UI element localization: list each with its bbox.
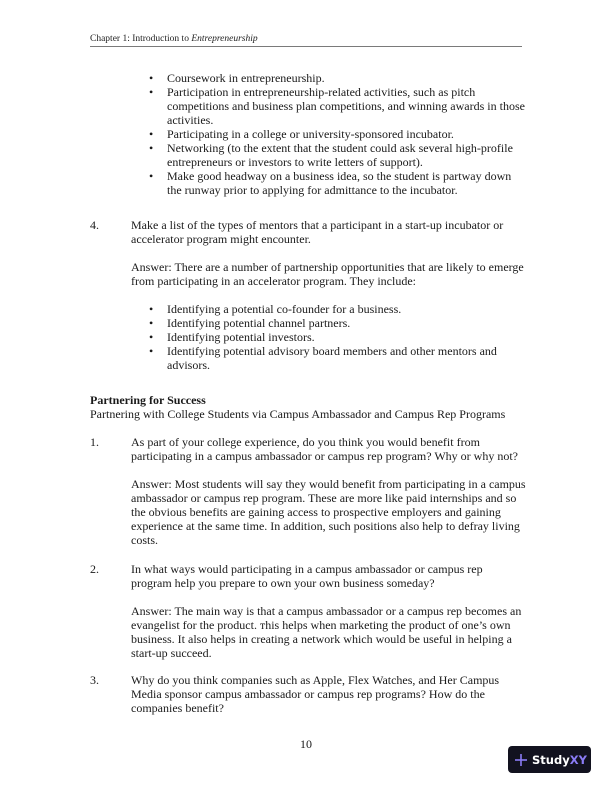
header-book-title: Entrepreneurship	[191, 34, 258, 44]
bullet-icon: •	[149, 71, 154, 85]
bullet-icon: •	[149, 85, 154, 99]
question-number: 2.	[90, 562, 99, 576]
question-3	[0, 673, 612, 715]
list-item: • Participation in entrepreneurship-related activities, such as pitch competitions and business plan competitions, and winning awards in those activities.	[149, 85, 525, 127]
section-title: Partnering for Success	[90, 393, 206, 407]
list-item: • Make good headway on a business idea, so the student is partway down the runway prior to applying for admittance to the incubator.	[149, 169, 512, 197]
question-number: 3.	[90, 673, 99, 687]
list-item: • Identifying potential channel partners.	[149, 316, 351, 330]
bullet-icon: •	[149, 302, 154, 316]
question-item	[0, 435, 612, 463]
running-header	[90, 34, 522, 47]
top-bullet-list-block	[0, 71, 612, 197]
answer-text: Answer: Most students will say they would benefit from participating in a campus ambassador or campus rep program. These are more like paid internships and so the obvious benefits are gaining access to prospective employers and gaining experience at the same time. In addition, such positions also help to defray living costs.	[131, 477, 526, 547]
studyxy-badge[interactable]	[508, 746, 591, 773]
question-1	[0, 435, 612, 547]
question-text: Why do you think companies such as Apple, Flex Watches, and Her Campus Media sponsor campus ambassador or campus rep programs? How do the companies benefit?	[131, 673, 500, 715]
question-4	[0, 218, 612, 372]
page-number: 10	[300, 737, 312, 751]
question-number: 4.	[90, 218, 99, 232]
question-text: In what ways would participating in a campus ambassador or campus rep program help you prepare to own your own business someday?	[131, 562, 483, 590]
bullet-icon: •	[149, 169, 154, 183]
bullet-icon: •	[149, 330, 154, 344]
list-item: • Participating in a college or university-sponsored incubator.	[149, 127, 454, 141]
section-partnering	[0, 393, 612, 421]
section-subtitle: Partnering with College Students via Campus Ambassador and Campus Rep Programs	[90, 407, 506, 421]
bullet-icon: •	[149, 316, 154, 330]
question-text: Make a list of the types of mentors that a participant in a start-up incubator or accelerator program might encounter.	[131, 218, 504, 246]
badge-label-accent: XY	[569, 752, 587, 767]
question-item	[0, 562, 612, 590]
question-text: As part of your college experience, do you think you would benefit from participating in a campus ambassador or campus rep program? Why or why not?	[131, 435, 518, 463]
bullet-icon: •	[149, 141, 154, 155]
answer-bullet-list	[0, 302, 612, 372]
list-item: • Identifying a potential co-founder for a business.	[149, 302, 402, 316]
question-item	[0, 673, 612, 715]
list-item: • Identifying potential investors.	[149, 330, 315, 344]
list-item: • Coursework in entrepreneurship.	[149, 71, 325, 85]
bullet-icon: •	[149, 344, 154, 358]
question-2	[0, 562, 612, 660]
list-item: • Identifying potential advisory board members and other mentors and advisors.	[149, 344, 497, 372]
bullet-icon: •	[149, 127, 154, 141]
header-prefix: Chapter 1: Introduction to	[90, 34, 192, 44]
question-item	[0, 218, 612, 246]
top-bullet-list	[0, 71, 612, 197]
question-number: 1.	[90, 435, 99, 449]
answer-text: Answer: There are a number of partnership opportunities that are likely to emerge from participating in an accelerator program. They include:	[131, 260, 524, 288]
badge-label-main: Study	[532, 752, 570, 767]
answer-text: Answer: The main way is that a campus ambassador or a campus rep becomes an evangelist for the product. ᴛhis helps when marketing the product of one’s own business. It also helps in creating a network which would be useful in helping a start-up succeed.	[131, 604, 522, 660]
list-item: • Networking (to the extent that the student could ask several high-profile entrepreneurs or investors to write letters of support).	[149, 141, 513, 169]
plus-icon	[514, 753, 528, 767]
